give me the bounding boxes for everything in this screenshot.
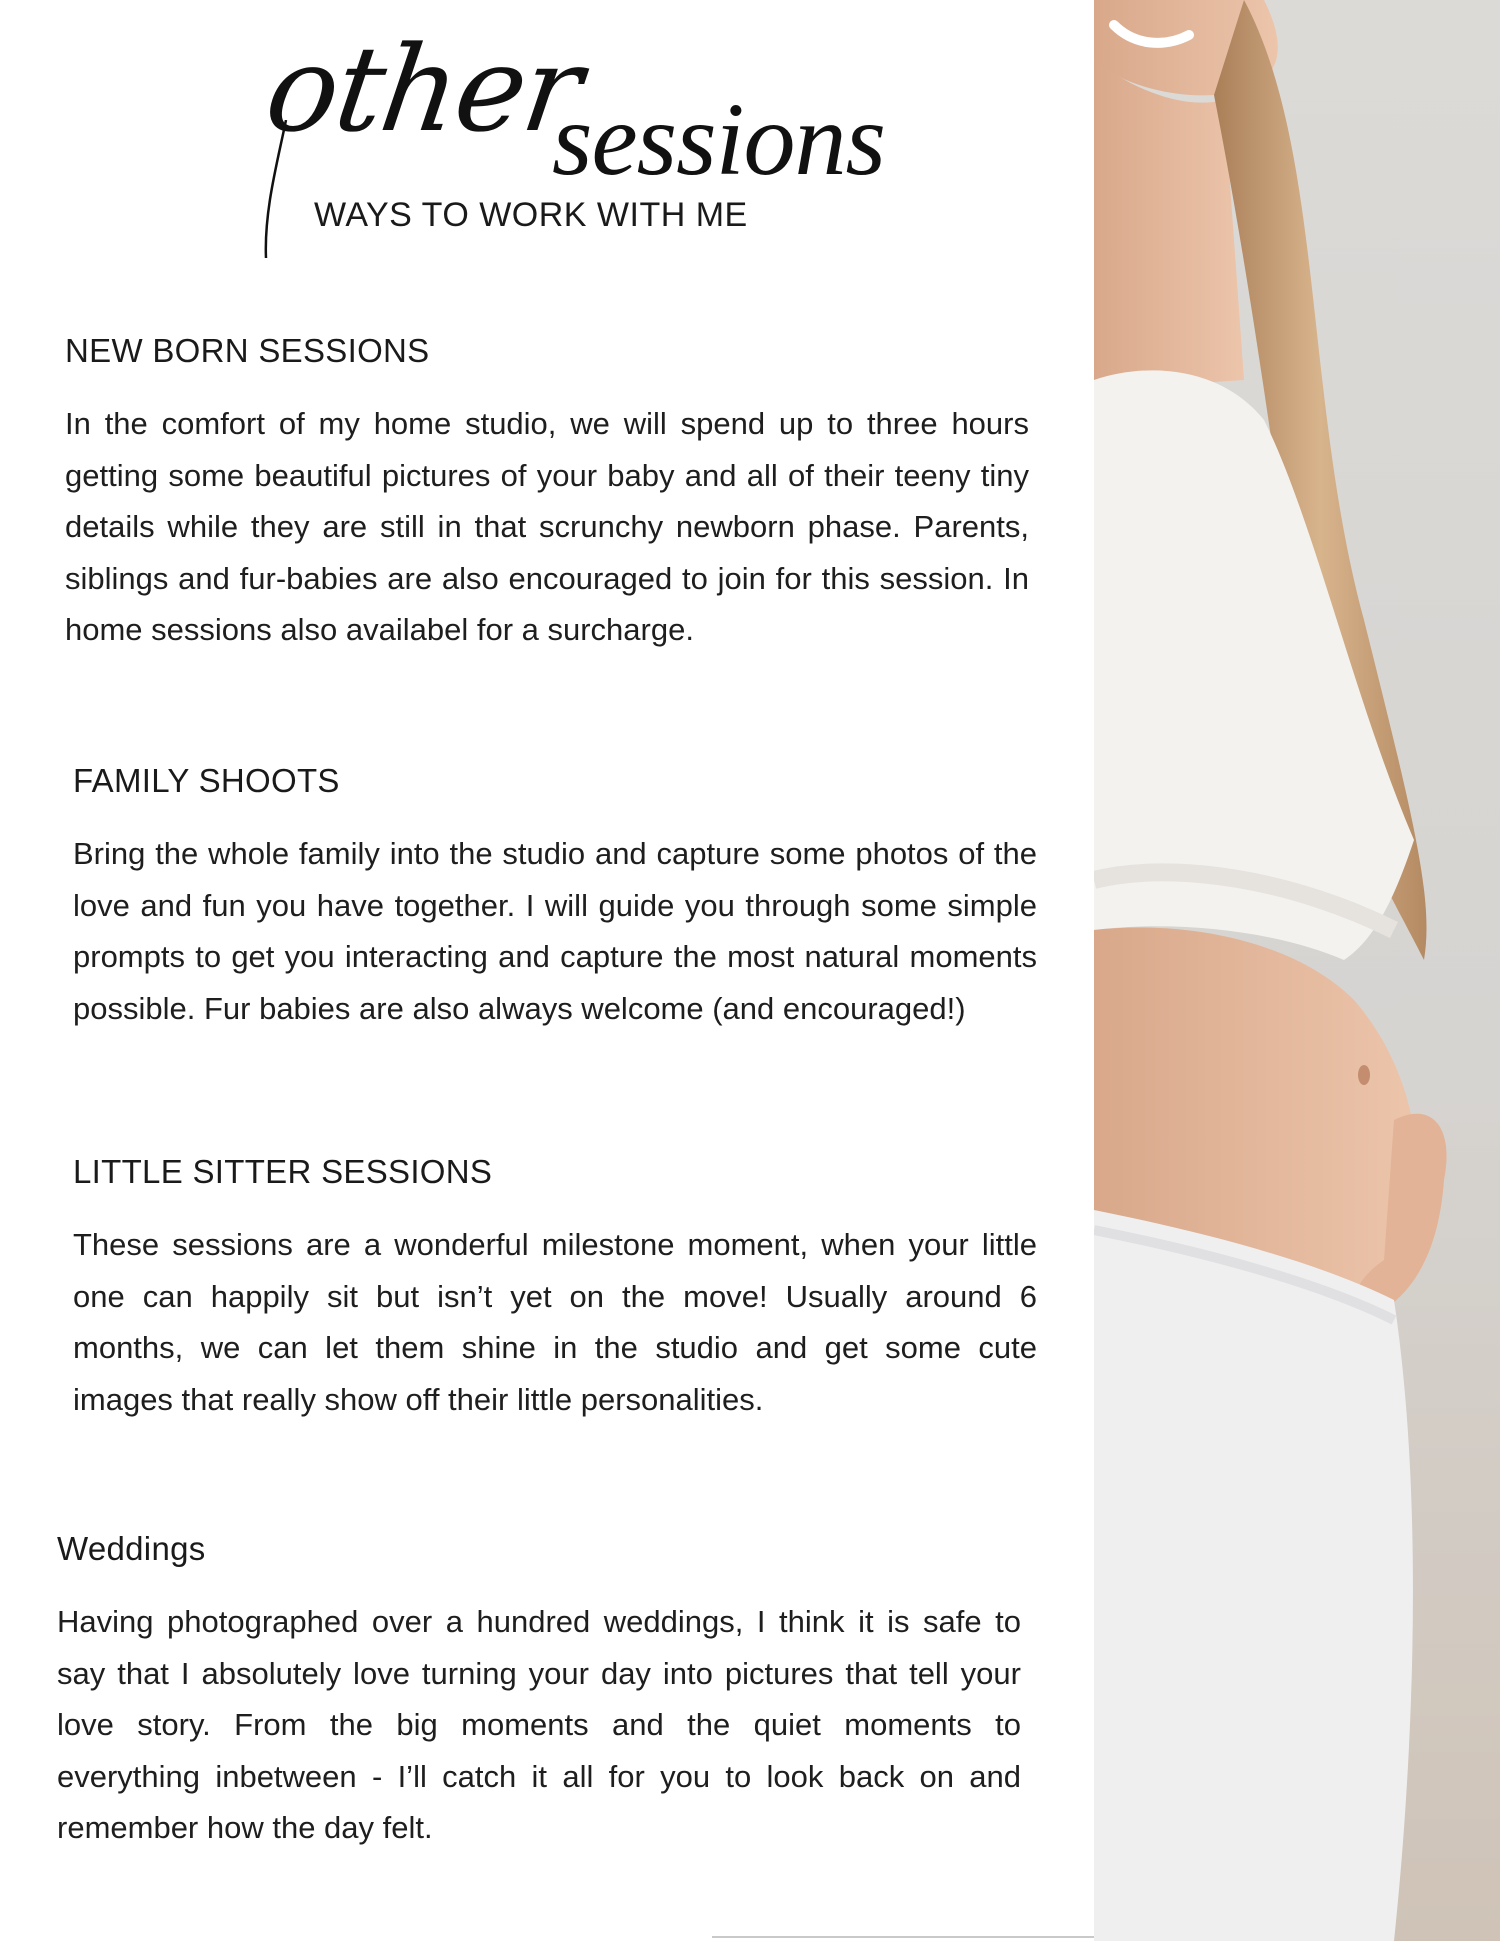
title-script-word: other — [258, 20, 589, 158]
section-heading-family: FAMILY SHOOTS — [73, 762, 340, 799]
maternity-photo-icon — [1094, 0, 1500, 1941]
page-subtitle: WAYS TO WORK WITH ME — [314, 196, 748, 234]
section-body-newborn: In the comfort of my home studio, we will spend up to three hours getting some beautiful pictures of your baby and all of their teeny tiny details while they are still in that scrunchy newborn phase. Parents, siblings and fur-babies are also encouraged to join for this session. In home sessions also availabel for a surcharge. — [65, 406, 1029, 647]
section-body-little-sitter: These sessions are a wonderful milestone moment, when your little one can happily sit but isn’t yet on the move! Usually around 6 months, we can let them shine in the studio and get some cute images that really show off their little personalities. — [73, 1227, 1037, 1417]
section-heading-little-sitter: LITTLE SITTER SESSIONS — [73, 1153, 493, 1190]
maternity-photo — [1094, 0, 1500, 1941]
section-heading-newborn: NEW BORN SESSIONS — [65, 332, 430, 369]
script-flourish-icon — [256, 120, 296, 260]
section-body-family: Bring the whole family into the studio and capture some photos of the love and fun you have together. I will guide you through some simple prompts to get you interacting and capture the most natural moments possible. Fur babies are also always welcome (and encouraged!) — [73, 836, 1037, 1026]
title-serif-word: sessions — [552, 82, 885, 197]
section-body-weddings: Having photographed over a hundred weddings, I think it is safe to say that I absolutely love turning your day into pictures that tell your love story. From the big moments and the quiet moments to everything inbetween - I’ll catch it all for you to look back on and remember how the day felt. — [57, 1604, 1021, 1845]
bottom-divider — [712, 1936, 1094, 1938]
section-heading-weddings: Weddings — [57, 1530, 206, 1567]
